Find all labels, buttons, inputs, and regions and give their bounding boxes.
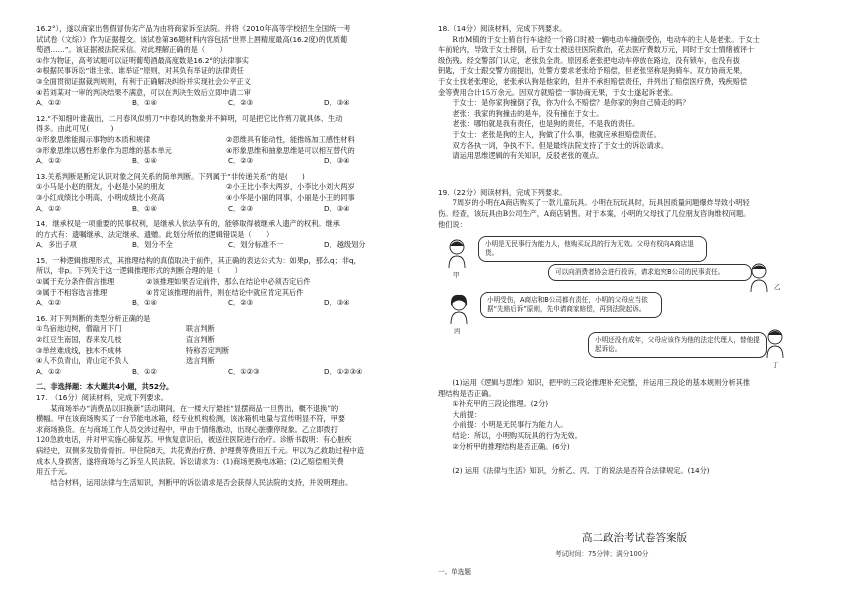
person-label-ding: 丁	[772, 361, 779, 370]
q18-material	[438, 35, 830, 99]
dialogue-line: 老张：哪怕就是我有责任，也是狗的责任，不是我的责任。	[438, 119, 640, 129]
q14-stem-1: 14．继承权是一项重要的民事权利，是继承人依法享有的，能够取得被继承人遗产的权利。继承	[36, 219, 340, 229]
q16-item	[36, 346, 428, 357]
q12-stem-1: 12.“不知细叶谁裁出，二月春风似剪刀”中春风的物象并不鲜明，可是把它比作剪刀就具体、生动	[36, 113, 343, 123]
text-line: 钥匙，于女士跟交警方面提出，处警方要求老张给予赔偿，但老张坚称是狗骑车。双方协商无果，	[438, 66, 748, 76]
q13-statement-2: ②小王比小李大两岁，小李比小刘大两岁	[226, 182, 355, 192]
q13-statements-row	[36, 182, 428, 193]
option-d: D．③④	[324, 156, 350, 166]
q15-statement-1: ①属于充分条件假言推理	[36, 277, 115, 287]
dialogue-line: 老张：我家的狗撞击的是车，没有撞在于女士。	[438, 108, 604, 118]
q13-statement-4: ④小华是小丽的同事，小丽是小王的同事	[226, 192, 355, 202]
speech-bubble-ding: 小明还没有成年，父母应该作为他的法定代理人，替他提起诉讼。	[588, 332, 767, 358]
text-line: 120急救电话，并对甲实施心肺复苏。甲恢复意识后，被送往医院进行治疗。诊断书载明：有心脏疾	[36, 435, 352, 445]
q10-continuation	[36, 24, 428, 98]
text-line: ②根据民事诉讼“谁主张、谁举证”原则，对其负有举证的法律责任	[36, 66, 244, 76]
q16-type: 特称否定判断	[186, 345, 230, 355]
text-line: ①作为物证，高考试题可以证明葡萄酒最高度数是16.2°的法律事实	[36, 55, 249, 65]
text-line: 病经史，双侧多发肋骨骨折。甲住院8天，共花费治疗费、护理费等费用五千元。甲以为乙救助过程中造	[36, 445, 365, 455]
q11-options	[36, 98, 428, 109]
answer-section-heading: 一、单选题	[438, 568, 471, 576]
text-line: 于女士找老张理论，老张承认狗是他家的，但并不承担赔偿责任，并列出了赔偿医疗费，残疾赔偿	[438, 76, 748, 86]
q16-sentence: ②红豆生南国，春来发几枝	[36, 335, 122, 345]
text-line: 某商场举办“消费品以旧换新”活动期间，在一楼大厅悬挂“显摆商品一旦售出，概不退换”的	[36, 403, 339, 413]
q15-statements-row	[36, 277, 428, 288]
q16-item	[36, 324, 428, 335]
person-label-yi: 乙	[774, 283, 781, 292]
text-line: 结合材料，运用法律与生活知识，判断甲的诉讼请求是否会获得人民法院的支持，并说明理由。	[36, 477, 353, 487]
text-line: 结论：所以，小明购买玩具的行为无效。	[438, 431, 582, 441]
q13-statements-row	[36, 193, 428, 204]
q19-heading: 19.（22分）阅读材料，完成下列要求。	[438, 187, 567, 197]
q17-heading: 17. （16分）阅读材料，完成下列要求。	[36, 393, 168, 402]
option-b: B．划分不全	[132, 240, 173, 250]
option-d: D．①②③④	[324, 366, 363, 376]
text-line: 理结构是否正确。	[438, 388, 496, 398]
q15-statements-row	[36, 288, 428, 299]
option-a: A．①②	[36, 156, 61, 166]
text-line: 试试卷（文综）》作为证据提交。该试卷第36题材料内容包括“世界上唇精度最高(16.2度)的优质葡	[36, 34, 348, 44]
option-c: C．②③	[228, 203, 254, 213]
right-column	[438, 24, 830, 477]
q15-stem-1: 15．一种逻辑推理形式，其推理结构的真值取决于前件，其正确的表达公式为：如果p，那么q；非q，	[36, 255, 361, 265]
q16-type: 选言判断	[186, 356, 215, 366]
q16-sentence: ③单丝难成线，独木不成林	[36, 345, 122, 355]
text-line: ①补充甲的三段论推理。(2分)	[438, 399, 549, 409]
text-line: 求商场换货。在与商场工作人员交涉过程中，甲由于情绪激动，出现心脏骤停现象。乙立即拨打	[36, 424, 338, 434]
dialogue-line: 请运用思维逻辑的有关知识，反驳老张的观点。	[438, 151, 604, 161]
q13-statement-1: ①小马是小赵的朋友，小赵是小吴的朋友	[36, 182, 165, 192]
q15-statement-2: ②该推理如果否定前件，那么在结论中必须否定后件	[146, 277, 311, 287]
q16-item	[36, 335, 428, 346]
answer-subtitle: 考试时间：75分钟；满分100分	[555, 550, 649, 558]
q15-stem-2: 所以，非p。下列关于这一逻辑推理形式的判断合理的是（ ）	[36, 266, 242, 276]
q14-options	[36, 240, 428, 251]
text-line: ②分析甲的推理结构是否正确。(6分)	[438, 441, 570, 451]
q13-options	[36, 204, 428, 215]
q16-type: 直言判断	[186, 335, 215, 345]
q12-options	[36, 156, 428, 167]
text-line: 他们说：	[438, 219, 467, 229]
option-b: B．①④	[132, 156, 158, 166]
option-b: B．①②	[132, 366, 158, 376]
q16-options	[36, 367, 428, 378]
q15-statement-4: ④肯定该推理的前件，则在结论中就应肯定其后件	[146, 287, 304, 297]
option-c: C．②③	[228, 156, 254, 166]
speech-bubble-yi: 可以向消费者协会进行投诉，请求追究B公司的民事责任。	[548, 264, 752, 281]
q17-material	[36, 404, 428, 489]
q16-type: 联言判断	[186, 324, 215, 334]
q12-statements-row	[36, 146, 428, 157]
option-a: A．①②	[36, 298, 61, 308]
option-b: B．①④	[132, 98, 158, 108]
section-2-heading: 二、非选择题：本大题共4小题，共52分。	[36, 382, 174, 392]
text-line: (1)运用《逻辑与思维》知识，把甲的三段论推理补充完整，并运用三段论的基本规则分析其推	[438, 378, 751, 388]
dialogue-line: 于女士：老张是狗的主人，狗做了什么事，他就应承担赔偿责任。	[438, 129, 661, 139]
option-d: D．③④	[324, 98, 350, 108]
q12-statement-4: ④形象思维和抽象思维是可以相互替代的	[226, 145, 355, 155]
q16-sentence: ④人不负青山，青山定不负人	[36, 356, 129, 366]
q12-statements-row	[36, 135, 428, 146]
text-line: 用五千元。	[36, 467, 72, 477]
q15-options	[36, 298, 428, 309]
left-column	[36, 24, 428, 488]
option-b: B．①④	[132, 298, 158, 308]
text-line: 车前轮内，导致于女士摔倒，后于女士被送往医院救治，花去医疗费数万元，同时于女士情绪被评十	[438, 45, 755, 55]
text-line: 7周岁的小明在A商店购买了一款儿童玩具。小明在玩玩具时，玩具因质量问题爆炸导致小明轻	[438, 198, 750, 208]
dialogue-line: 于女士：是你家狗撞倒了我，你为什么不赔偿？是你家的狗自己骑走的吗？	[438, 98, 690, 108]
q16-stem: 16. 对下列判断的类型分析正确的是	[36, 313, 151, 323]
text-line: ③全面贯彻证据裁判规则，有利于正确解决纠纷并实现社会公平正义	[36, 76, 251, 86]
speech-bubble-bing: 小明受伤，A商店和B公司都有责任，小明的父母应当依据“先赔后诉”原则，先申请商家赔偿，再到法院起诉。	[480, 292, 662, 318]
person-jia-icon	[446, 238, 468, 268]
option-a: A．①②	[36, 203, 61, 213]
text-line: 萄酒……”。该证据被法院采信。对此理解正确的是（ ）	[36, 45, 227, 55]
person-ding-icon	[764, 328, 786, 358]
q16-sentence: ①鸟宿池边树，僧敲月下门	[36, 324, 122, 334]
answer-title: 高二政治考试卷答案版	[582, 532, 687, 544]
q12-statement-2: ②思维具有能动性，能推练加工感性材料	[226, 134, 355, 144]
text-line: 大前提：	[438, 409, 482, 419]
text-line: 金等费用合计15万余元。因双方就赔偿一事协商无果，于女士遂起诉老张。	[438, 87, 678, 97]
q18-heading: 18.（14分）阅读材料，完成下列要求。	[438, 24, 567, 33]
option-c: C．①②③	[228, 366, 260, 376]
dialogue-line: 双方各执一词，争执不下。但是最终法院支持了于女士的诉讼请求。	[438, 140, 669, 150]
option-c: C．②③	[228, 98, 254, 108]
option-a: A．①②	[36, 366, 61, 376]
option-d: D．③④	[324, 298, 350, 308]
q19-sub-question-2: (2) 运用《法律与生活》知识，分析乙、丙、丁的说法是否符合法律规定。(14分)	[438, 466, 710, 476]
text-line: 16.2°），遂以商家出售假冒伪劣产品为由将商家诉至法院。并将《2010年高等学校招生全国统一考	[36, 24, 351, 33]
option-d: D．越级划分	[324, 240, 366, 250]
text-line: ④若刘某对一审的判决结果不满意，可以在判决生效后立即申请二审	[36, 87, 251, 97]
q12-statement-1: ①形象思维能揭示事物的本质和规律	[36, 134, 151, 144]
option-d: D．③④	[324, 203, 350, 213]
option-c: C．划分标准不一	[228, 240, 284, 250]
option-c: C．②③	[228, 298, 254, 308]
speech-bubble-jia: 小明是无民事行为能力人，他购买玩具的行为无效。父母有权向A商店退货。	[478, 236, 707, 262]
q12-statement-3: ③形象思维以感性形象作为思维的基本单元	[36, 145, 172, 155]
text-line: R市M镇的于女士骑自行车途经一个路口时被一辆电动车撞倒受伤，电动车的主人是老张。于女士	[438, 34, 760, 44]
consultation-illustration	[438, 234, 830, 376]
person-bing-icon	[448, 294, 470, 324]
q16-item	[36, 356, 428, 367]
q13-stem: 13.关系判断是断定认识对象之间关系的简单判断。下列属于“非传递关系”的是( )	[36, 171, 305, 181]
q19-sub-question-1	[438, 378, 830, 452]
option-a: A．①②	[36, 98, 61, 108]
q13-statement-3: ③小红成绩比小明高，小明成绩比小亮高	[36, 192, 165, 202]
q18-dialogue	[438, 98, 830, 162]
q19-material	[438, 198, 830, 230]
option-a: A．多出子项	[36, 240, 77, 250]
text-line: 级伤残。经交警部门认定，老张负全责。原因系老张把电动车停放在路边，没有锁车，也没有拔	[438, 55, 740, 65]
person-label-jia: 甲	[453, 271, 460, 280]
text-line: 小前提：小明是无民事行为能力人。	[438, 420, 568, 430]
text-line: 横幅。甲在该商场购买了一台节能电冰箱，经专业机构检测，该冰箱机电量与宣传明显不符，甲要	[36, 414, 346, 424]
person-label-bing: 丙	[454, 327, 461, 336]
q12-stem-2: 得多。由此可见( )	[36, 124, 114, 134]
text-line: 成本人身损害，遂将商场与乙诉至人民法院。诉讼请求为：(1)商场更换电冰箱；(2)乙赔偿相关费	[36, 456, 344, 466]
q14-stem-2: 的方式有：遗嘱继承、法定继承、遗赠。此划分所依的逻辑错误是（ ）	[36, 229, 274, 239]
text-line: 伤。经查，该玩具由B公司生产，A商店销售。对于本案，小明的父母找了几位朋友咨询维权问题。	[438, 208, 751, 218]
person-yi-icon	[748, 262, 770, 292]
q15-statement-3: ③属于不相容选言推理	[36, 287, 108, 297]
option-b: B．①④	[132, 203, 158, 213]
